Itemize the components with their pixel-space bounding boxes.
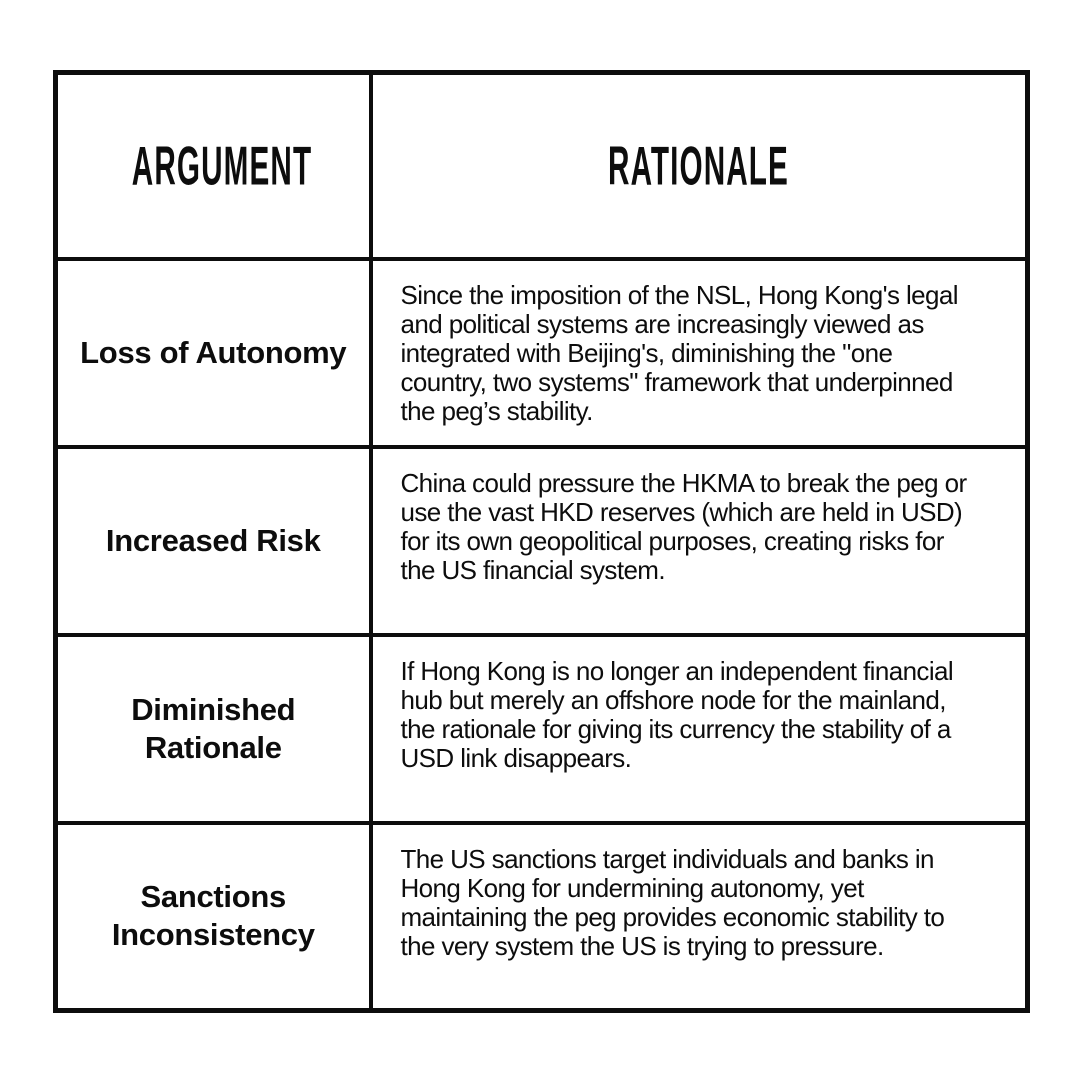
argument-cell: Sanctions Inconsistency [56, 823, 371, 1011]
table-row [56, 635, 1028, 823]
table-row [56, 447, 1028, 635]
argument-cell: Loss of Autonomy [56, 259, 371, 447]
rationale-cell: The US sanctions target individuals and banks in Hong Kong for undermining autonomy, yet maintaining the peg provides economic stability to the very system the US is trying to pressure. [371, 823, 1028, 1011]
table-row [56, 259, 1028, 447]
column-header-argument-label: ARGUMENT [131, 135, 313, 197]
rationale-cell: If Hong Kong is no longer an independent financial hub but merely an offshore node for the mainland, the rationale for giving its currency the stability of a USD link disappears. [371, 635, 1028, 823]
column-header-rationale-label: RATIONALE [608, 135, 790, 197]
column-header-argument [56, 73, 371, 259]
argument-rationale-table [53, 70, 1030, 1013]
column-header-rationale [371, 73, 1028, 259]
argument-cell: Diminished Rationale [56, 635, 371, 823]
argument-cell: Increased Risk [56, 447, 371, 635]
table-header-row [56, 73, 1028, 259]
rationale-cell: China could pressure the HKMA to break the peg or use the vast HKD reserves (which are held in USD) for its own geopolitical purposes, creating risks for the US financial system. [371, 447, 1028, 635]
table-row [56, 823, 1028, 1011]
rationale-cell: Since the imposition of the NSL, Hong Kong's legal and political systems are increasingly viewed as integrated with Beijing's, diminishing the "one country, two systems" framework that underpinned the peg’s stability. [371, 259, 1028, 447]
